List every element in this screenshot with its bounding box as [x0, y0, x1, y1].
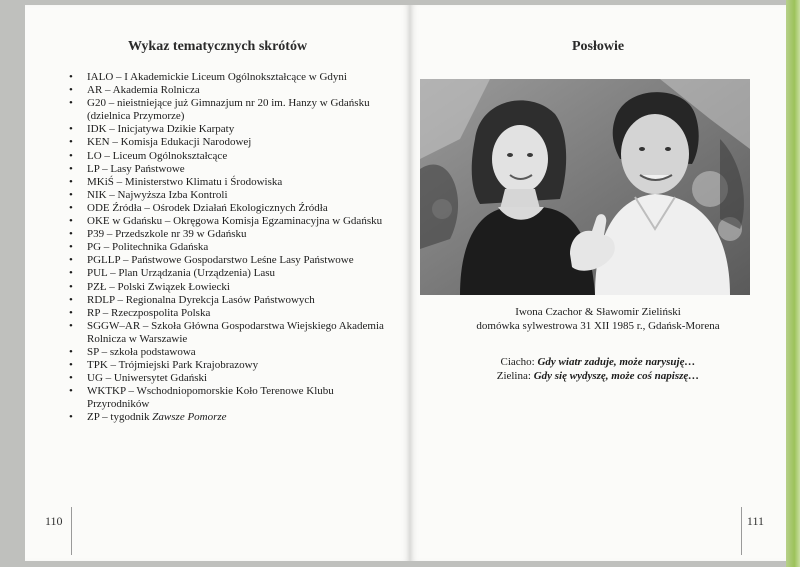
list-item: • LP – Lasy Państwowe	[69, 162, 185, 175]
list-item: • PZŁ – Polski Związek Łowiecki	[69, 280, 230, 293]
page-number-rule	[741, 507, 742, 555]
right-page	[410, 5, 786, 561]
list-item: • IALO – I Akademickie Liceum Ogólnokształcące w Gdyni	[69, 71, 347, 83]
bullet-icon: •	[69, 149, 73, 162]
abbreviations-title: Wykaz tematycznych skrótów	[127, 39, 308, 54]
photo-illustration	[420, 79, 750, 295]
bullet-icon: •	[69, 319, 73, 332]
bullet-icon: •	[69, 306, 73, 319]
page-number-rule	[71, 507, 72, 555]
list-item: • IDK – Inicjatywa Dzikie Karpaty	[69, 123, 235, 136]
bullet-icon: •	[69, 267, 73, 280]
list-item: • PGLLP – Państwowe Gospodarstwo Leśne Lasy Państwowe	[69, 254, 354, 267]
bullet-icon: •	[69, 201, 73, 214]
bullet-icon: •	[69, 97, 73, 110]
list-item: • OKE w Gdańsku – Okręgowa Komisja Egzaminacyjna w Gdańsku	[69, 215, 383, 228]
bullet-icon: •	[69, 345, 73, 358]
afterword-title: Posłowie	[571, 39, 625, 54]
bullet-icon: •	[69, 136, 73, 149]
bullet-icon: •	[69, 123, 73, 136]
quote-text: Gdy wiatr zaduje, może narysuję…	[537, 356, 696, 368]
list-item: • P39 – Przedszkole nr 39 w Gdańsku	[69, 228, 247, 241]
quote-speaker: Ciacho:	[500, 356, 535, 368]
list-item: • KEN – Komisja Edukacji Narodowej	[69, 136, 252, 149]
list-item: • PUL – Plan Urządzania (Urządzenia) Lasu	[69, 267, 276, 280]
bullet-icon: •	[69, 293, 73, 306]
list-item: • RDLP – Regionalna Dyrekcja Lasów Państwowych	[69, 293, 315, 306]
list-item: • LO – Liceum Ogólnokształcące	[69, 149, 228, 162]
bullet-icon: •	[69, 372, 73, 385]
black-and-white-photo	[420, 79, 750, 295]
abbreviations-list	[69, 71, 389, 425]
page-number: 110	[45, 514, 63, 528]
bullet-icon: •	[69, 241, 73, 254]
list-item: • AR – Akademia Rolnicza	[69, 84, 200, 97]
list-item: • NIK – Najwyższa Izba Kontroli	[69, 188, 228, 201]
list-item: • UG – Uniwersytet Gdański	[69, 372, 208, 385]
quotes-block	[410, 355, 786, 383]
list-item: • TPK – Trójmiejski Park Krajobrazowy	[69, 359, 259, 372]
bullet-icon: •	[69, 175, 73, 188]
quote-line	[410, 369, 786, 383]
bullet-icon: •	[69, 71, 73, 83]
list-item: • ZP – tygodnik Zawsze Pomorze	[69, 411, 227, 424]
bullet-icon: •	[69, 162, 73, 175]
bullet-icon: •	[69, 228, 73, 241]
bullet-icon: •	[69, 188, 73, 201]
quote-text: Gdy się wydyszę, może coś napiszę…	[533, 370, 700, 382]
bullet-icon: •	[69, 84, 73, 97]
book-cover-edge	[786, 0, 800, 567]
caption-names: Iwona Czachor & Sławomir Zieliński	[515, 306, 681, 318]
bullet-icon: •	[69, 215, 73, 228]
bullet-icon: •	[69, 254, 73, 267]
list-item: • G20 – nieistniejące już Gimnazjum nr 20 im. Hanzy w Gdańsku (dzielnica Przymorze)	[69, 97, 370, 123]
list-item: • PG – Politechnika Gdańska	[69, 241, 209, 254]
bullet-icon: •	[69, 411, 73, 424]
list-item: • SP – szkoła podstawowa	[69, 345, 196, 358]
list-item: • SGGW–AR – Szkoła Główna Gospodarstwa Wiejskiego Akademia Rolnicza w Warszawie	[69, 319, 384, 345]
left-page	[25, 5, 410, 561]
bullet-icon: •	[69, 385, 73, 398]
quote-speaker: Zielina:	[496, 370, 531, 382]
list-item: • WKTKP – Wschodniopomorskie Koło Terenowe Klubu Przyrodników	[69, 385, 334, 411]
bullet-icon: •	[69, 280, 73, 293]
list-item: • MKiŚ – Ministerstwo Klimatu i Środowiska	[69, 175, 283, 188]
caption-event: domówka sylwestrowa 31 XII 1985 r., Gdańsk-Morena	[476, 320, 720, 332]
bullet-icon: •	[69, 359, 73, 372]
photo-caption	[410, 305, 786, 333]
list-item: • RP – Rzeczpospolita Polska	[69, 306, 211, 319]
page-number: 111	[746, 514, 764, 528]
quote-line	[410, 355, 786, 369]
list-item: • ODE Źródła – Ośrodek Działań Ekologicznych Źródła	[69, 201, 328, 214]
